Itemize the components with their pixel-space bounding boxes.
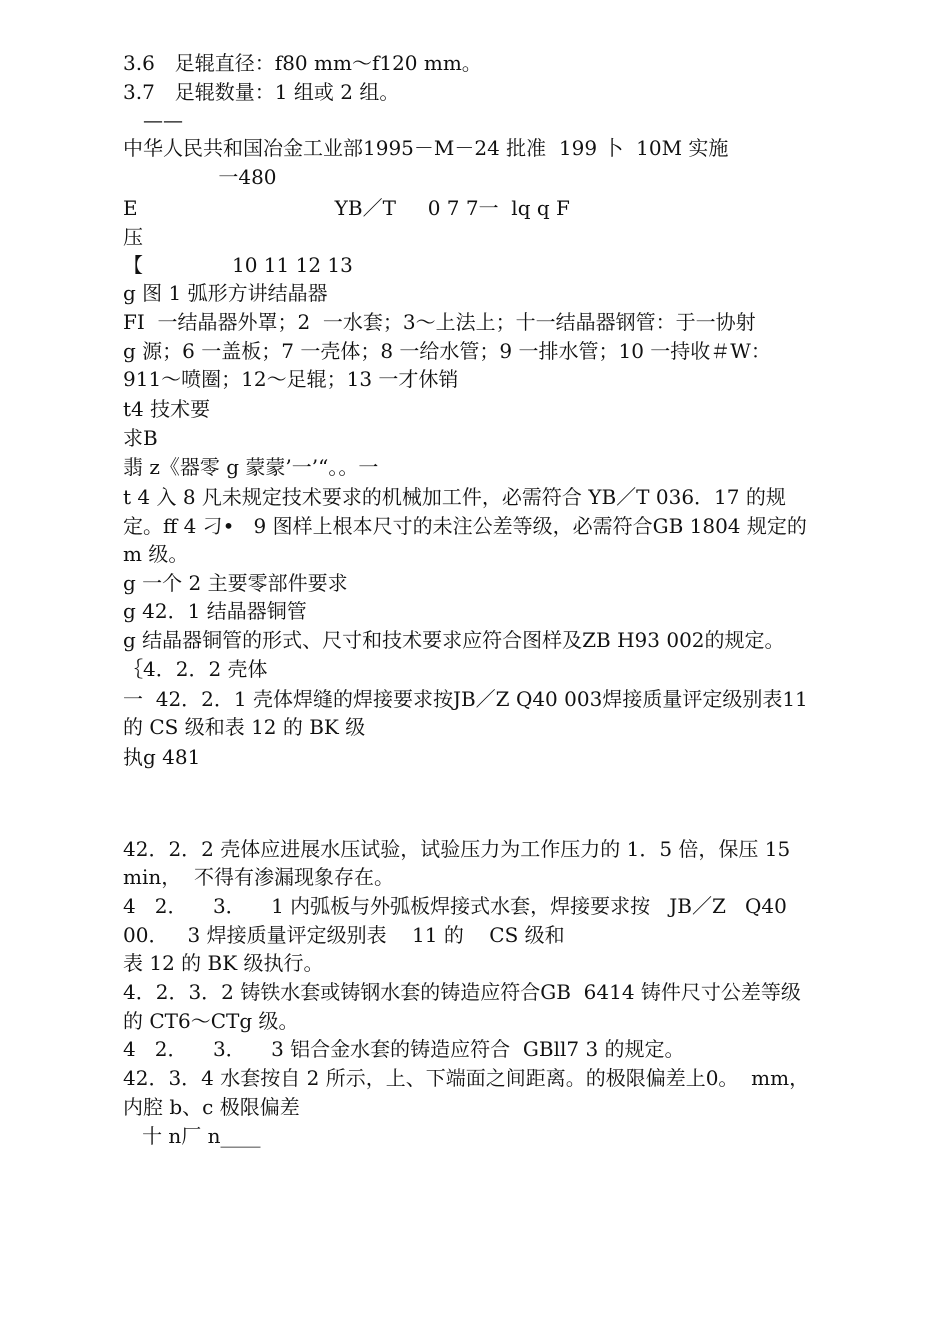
text-line: 【 10 11 12 13 xyxy=(123,253,353,277)
text-line: 911～喷圈；12～足辊；13 一才休销 xyxy=(123,367,459,391)
text-line: t 4 入 8 凡未规定技术要求的机械加工件，必需符合 YB／T 036．17 的规 xyxy=(123,485,786,509)
text-line: 定。ff 4 刁• 9 图样上根本尺寸的未注公差等级，必需符合GB 1804 规定的 xyxy=(123,514,807,538)
text-line: 内腔 b、c 极限偏差 xyxy=(123,1095,300,1119)
text-line: 42．3．4 水套按自 2 所示，上、下端面之间距离。的极限偏差上0。 mm， xyxy=(123,1066,810,1090)
text-line: 一 42．2．1 壳体焊缝的焊接要求按JB／Z Q40 003焊接质量评定级别表11 xyxy=(123,687,808,711)
text-line: 表 12 的 BK 级执行。 xyxy=(123,951,324,975)
text-line: E YB／T 0 7 7一 lq q F xyxy=(123,196,570,220)
text-line: 3.6 足辊直径：f80 mm～f120 mm。 xyxy=(123,51,482,75)
text-line: 十 n厂 n____ xyxy=(123,1124,261,1148)
text-line: 4 2． 3． 1 内弧板与外弧板焊接式水套，焊接要求按 JB／Z Q40 xyxy=(123,894,787,918)
text-line: ｛4．2．2 壳体 xyxy=(123,657,268,681)
text-line: g 结晶器铜管的形式、尺寸和技术要求应符合图样及ZB H93 002的规定。 xyxy=(123,628,785,652)
text-line: 执g 481 xyxy=(123,745,201,769)
text-line: g 源；6 一盖板；7 一壳体；8 一给水管；9 一排水管；10 一持收＃W： xyxy=(123,339,771,363)
text-line: FI 一结晶器外罩；2 一水套；3～上法上；十一结晶器钢管：于一协射 xyxy=(123,310,756,334)
text-line: m 级。 xyxy=(123,542,189,566)
text-line: 的 CS 级和表 12 的 BK 级 xyxy=(123,715,366,739)
text-line: 翡 z《器零 g 蒙蒙’一’“。。一 xyxy=(123,455,379,479)
text-line: 00． 3 焊接质量评定级别表 11 的 CS 级和 xyxy=(123,923,565,947)
text-line: 的 CT6～CTg 级。 xyxy=(123,1009,299,1033)
text-line: 3.7 足辊数量：1 组或 2 组。 xyxy=(123,80,400,104)
text-line: 一480 xyxy=(123,165,277,189)
text-line: 4．2．3．2 铸铁水套或铸钢水套的铸造应符合GB 6414 铸件尺寸公差等级 xyxy=(123,980,801,1004)
text-line: 求B xyxy=(123,426,158,450)
text-line: 42．2．2 壳体应进展水压试验，试验压力为工作压力的 1．5 倍，保压 15 xyxy=(123,837,791,861)
text-line: 压 xyxy=(123,225,143,249)
text-line: g 图 1 弧形方讲结晶器 xyxy=(123,281,328,305)
text-line: —— xyxy=(123,108,183,132)
text-line: g 42．1 结晶器铜管 xyxy=(123,599,307,623)
text-line: t4 技术要 xyxy=(123,397,211,421)
text-line: g 一个 2 主要零部件要求 xyxy=(123,571,348,595)
text-line: min， 不得有渗漏现象存在。 xyxy=(123,865,394,889)
text-line: 中华人民共和国冶金工业部1995－M－24 批准 199 卜 10M 实施 xyxy=(123,136,729,160)
text-line: 4 2． 3． 3 铝合金水套的铸造应符合 GBll7 3 的规定。 xyxy=(123,1037,685,1061)
